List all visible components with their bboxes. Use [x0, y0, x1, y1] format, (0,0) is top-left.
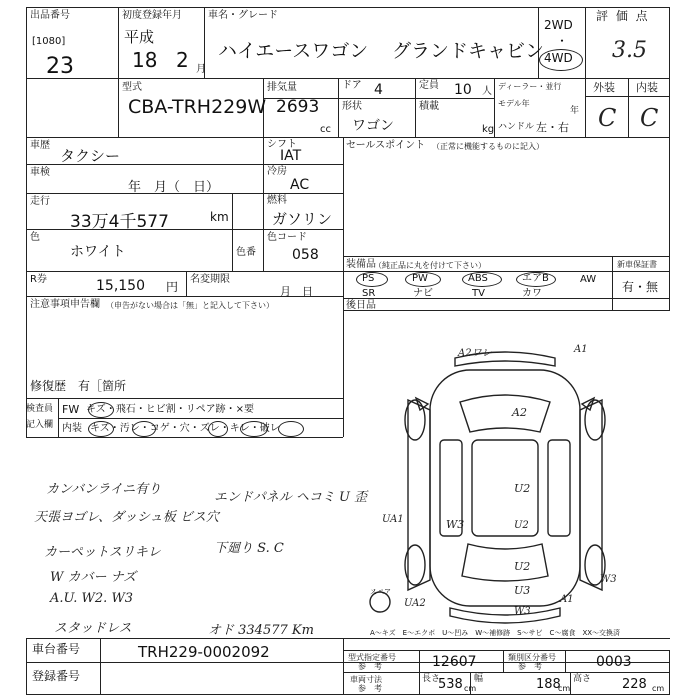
length-label: 長さ — [422, 674, 441, 684]
length-value: 538 — [438, 677, 463, 692]
registration-year: 18 — [132, 48, 158, 72]
equip-navi: ナビ — [413, 288, 433, 299]
sales-point-hint: （正常に機能するものに記入） — [432, 142, 544, 151]
deadline-value: 月 日 — [280, 285, 313, 298]
displacement-label: 排気量 — [267, 82, 297, 93]
color-code-label: 色コード — [267, 232, 307, 243]
km-unit: km — [210, 210, 229, 224]
kg-unit: kg — [482, 124, 495, 135]
equip-ps: PS — [362, 273, 375, 284]
capacity-label: 定員 — [419, 80, 439, 91]
equipment-hint: （純正品に丸を付けて下さい） — [374, 261, 486, 270]
width-unit: cm — [558, 684, 571, 693]
notes-label: 注意事項申告欄 — [30, 299, 100, 310]
exterior-grade: C — [598, 104, 617, 132]
width-label: 幅 — [474, 674, 484, 684]
mark-u2-rear: U2 — [514, 560, 531, 573]
car-name-label: 車名・グレード — [208, 10, 278, 21]
spare-label: スペア — [370, 588, 391, 596]
color-code: 058 — [292, 247, 319, 263]
class-value: 0003 — [596, 654, 632, 670]
mark-a2-roof: A2 — [512, 406, 527, 419]
cc-unit: cc — [320, 124, 331, 135]
height-value: 228 — [622, 677, 647, 692]
dealer-label: ディーラー・並行 — [498, 82, 562, 91]
lot-sub-code: [1080] — [32, 36, 66, 47]
mark-u2-mid: U2 — [514, 520, 529, 531]
handle-value: 左・右 — [536, 121, 569, 134]
inspector-label: 検査員 — [26, 404, 54, 414]
length-unit: cm — [464, 684, 477, 693]
fw-items: キズ・飛石・ヒビ割・リペア跡・×要 — [86, 404, 254, 415]
inspector-label-2: 記入欄 — [26, 420, 54, 430]
mileage-label: 走行 — [30, 196, 50, 207]
type-no-ref: 参 考 — [358, 662, 382, 671]
recycle-label: R券 — [30, 274, 47, 285]
auction-score: 3.5 — [612, 38, 647, 63]
shift-label: シフト — [267, 139, 297, 150]
mileage-value: 33万4千577 — [70, 212, 169, 232]
shape-label: 形状 — [342, 101, 362, 112]
mark-ua2: UA2 — [404, 598, 426, 609]
ac-value: AC — [290, 177, 310, 193]
capacity: 10 — [454, 82, 472, 98]
model-label: 型式 — [122, 82, 142, 93]
interior-check-label: 内装 — [62, 423, 82, 434]
warranty-value: 有・無 — [622, 280, 659, 294]
equip-aw: AW — [580, 274, 597, 285]
mark-w3-right: W3 — [600, 574, 617, 585]
registration-label: 登録番号 — [32, 669, 81, 683]
type-no-label: 型式指定番号 — [348, 653, 396, 662]
note-line-6: スタッドレス — [54, 621, 132, 636]
color-number-label: 色番 — [236, 247, 256, 258]
lot-number: 23 — [46, 54, 74, 79]
year-unit: 年 — [570, 106, 580, 116]
doors: 4 — [374, 82, 383, 98]
note-line-2: 天張ヨゴレ、ダッシュ板 ビス穴 — [34, 510, 219, 525]
deadline-label: 名変期限 — [190, 274, 230, 285]
body-shape: ワゴン — [352, 118, 394, 134]
car-name: ハイエースワゴン — [218, 40, 369, 62]
doors-label: ドア — [342, 80, 362, 91]
inspection-label: 車検 — [30, 167, 50, 178]
ac-label: 冷房 — [267, 166, 287, 177]
note-line-4: W カバー ナズ — [50, 570, 137, 585]
drive-dot: ・ — [556, 34, 569, 48]
fw-label: FW — [62, 403, 80, 416]
repair-label: 修復歴 — [30, 379, 67, 393]
score-label: 評 価 点 — [596, 9, 650, 23]
equip-pw: PW — [412, 273, 428, 284]
model-year-label: モデル年 — [498, 99, 530, 108]
width-value: 188 — [536, 677, 561, 692]
handle-label: ハンドル — [498, 122, 535, 132]
dims-ref: 参 考 — [358, 684, 382, 693]
inspection-value: 年 月（ 日） — [128, 180, 220, 195]
fuel-label: 燃料 — [267, 195, 287, 206]
mark-u2-center: U2 — [514, 482, 531, 495]
note-right-2: 下廻り S. C — [214, 541, 284, 556]
exterior-label: 外装 — [593, 81, 615, 94]
height-label: 高さ — [573, 674, 592, 684]
color-value: ホワイト — [70, 244, 126, 260]
interior-label: 内装 — [636, 81, 658, 94]
note-right-1: エンドパネル ヘコミ U 歪 — [214, 490, 368, 505]
equip-leather: カワ — [522, 288, 542, 299]
load-label: 積載 — [419, 101, 439, 112]
mark-w3-rear: W3 — [514, 606, 531, 617]
lot-number-label: 出品番号 — [30, 10, 70, 21]
damage-legend: A～キズ E～エクボ U～凹み W～補修跡 S～サビ C～腐食 XX～交換済 — [370, 629, 621, 637]
equipment-label: 装備品 — [346, 259, 376, 270]
person-unit: 人 — [482, 86, 492, 97]
month-unit: 月 — [196, 64, 206, 75]
note-line-1: カンバンライニ有り — [46, 482, 162, 497]
chassis-number: TRH229-0002092 — [138, 643, 270, 661]
drive-2wd: 2WD — [544, 18, 573, 32]
equip-abs: ABS — [468, 273, 488, 284]
history-label: 車歴 — [30, 140, 50, 151]
shift-value: IAT — [280, 148, 302, 164]
first-registration-label: 初度登録年月 — [122, 10, 182, 21]
yen-unit: 円 — [166, 280, 179, 294]
new-warranty-label: 新車保証書 — [617, 260, 657, 269]
mark-ua1: UA1 — [382, 514, 404, 525]
post-item-label: 後日品 — [346, 300, 376, 311]
displacement: 2693 — [276, 97, 320, 117]
vehicle-damage-diagram — [360, 340, 660, 630]
mark-a1-rear: A1 — [560, 594, 574, 605]
recycle-value: 15,150 — [96, 278, 145, 294]
drive-4wd-circled: 4WD — [544, 51, 573, 65]
color-label: 色 — [30, 232, 40, 243]
interior-check-items: キズ・汚レ・コゲ・穴・ズレ・キレ・破レ — [90, 423, 280, 434]
chassis-label: 車台番号 — [32, 642, 81, 656]
mark-a2-crack: A2ワレ — [458, 348, 492, 359]
type-no-value: 12607 — [432, 654, 477, 670]
repair-value: 有［箇所 — [78, 379, 127, 393]
era: 平成 — [124, 28, 155, 46]
height-unit: cm — [652, 684, 665, 693]
note-line-5: A.U. W2. W3 — [50, 591, 134, 606]
interior-grade: C — [640, 104, 659, 132]
class-label: 類別区分番号 — [508, 653, 556, 662]
mark-w3-left: W3 — [446, 518, 465, 531]
note-right-3: オド 334577 Km — [208, 623, 314, 638]
dims-label: 車両寸法 — [350, 675, 382, 684]
mark-u3: U3 — [514, 584, 531, 597]
class-ref: 参 考 — [518, 662, 542, 671]
sales-point-label: セールスポイント — [346, 140, 426, 151]
fuel-value: ガソリン — [272, 210, 333, 228]
model-code: CBA-TRH229W — [128, 96, 267, 118]
equip-tv: TV — [472, 288, 485, 299]
mark-a1-top: A1 — [574, 344, 588, 355]
notes-hint: （申告がない場合は「無」と記入して下さい） — [106, 301, 274, 310]
registration-month: 2 — [176, 48, 189, 72]
equip-airbag: エアB — [522, 273, 549, 284]
equip-sr: SR — [362, 288, 376, 299]
history-value: タクシー — [60, 147, 121, 165]
note-line-3: カーペットスリキレ — [44, 545, 161, 560]
car-grade: グランドキャビン — [392, 40, 545, 62]
